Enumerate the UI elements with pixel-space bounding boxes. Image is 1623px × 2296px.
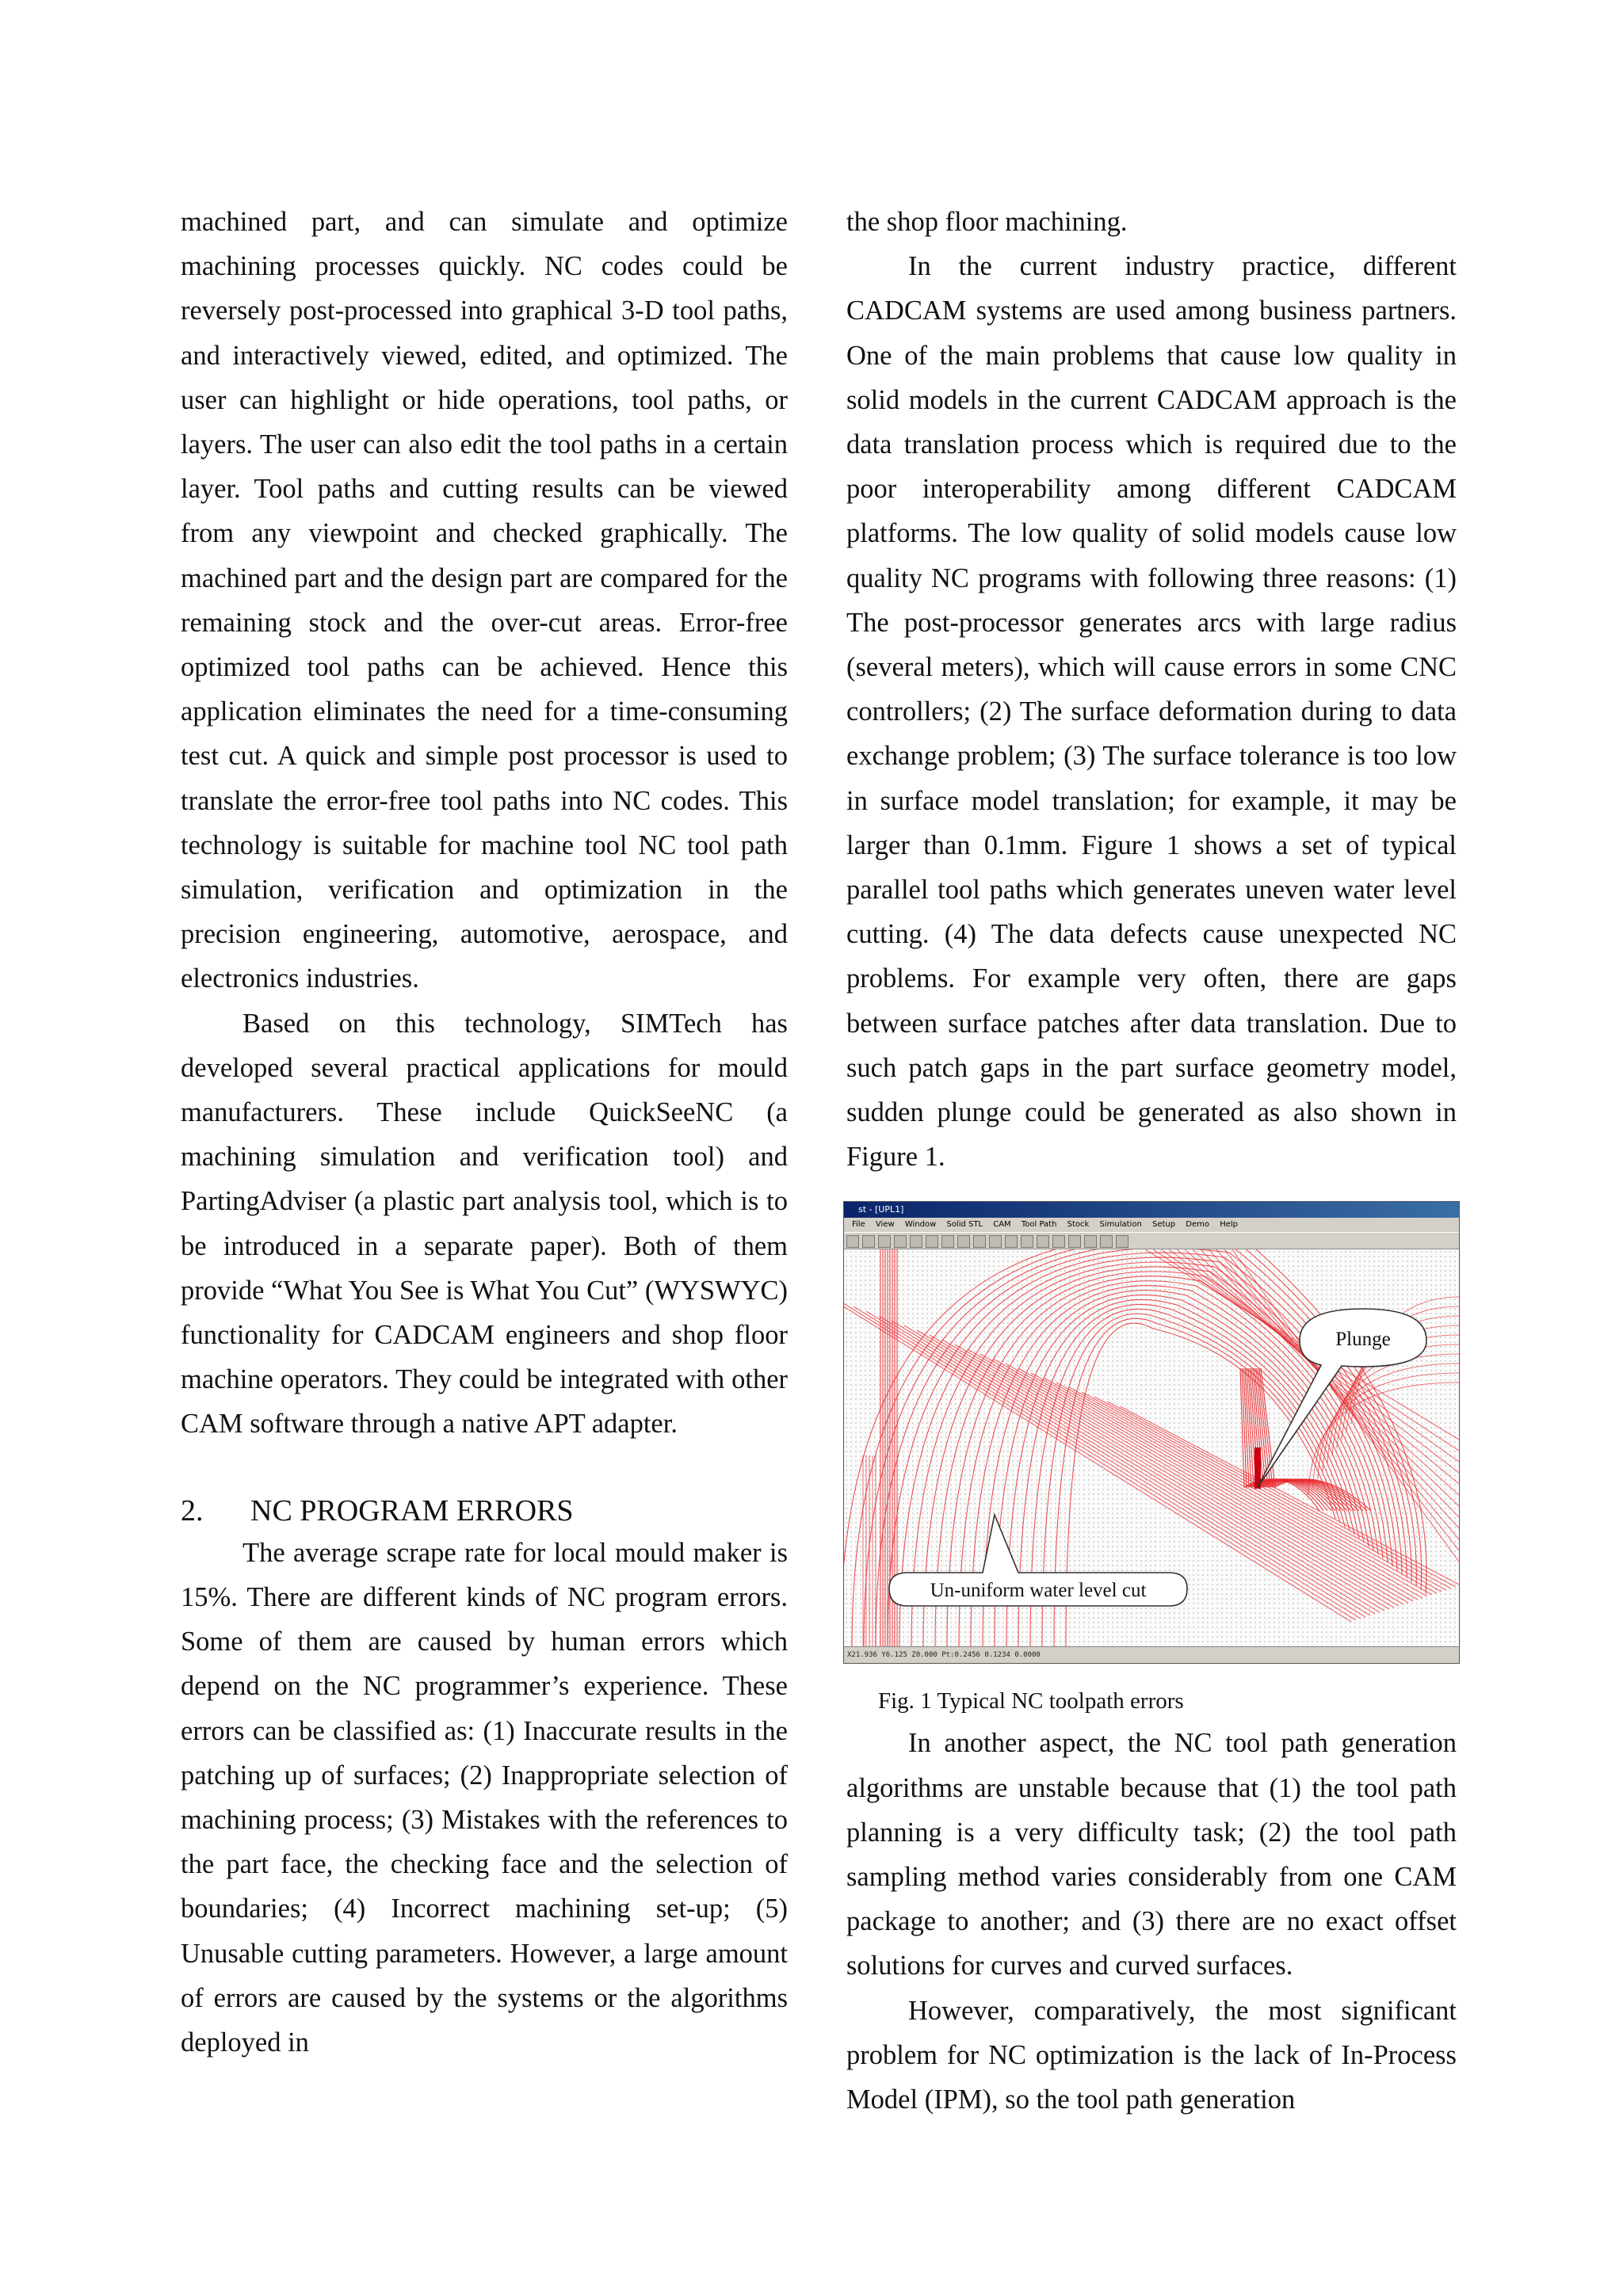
paragraph-simtech-applications: Based on this technology, SIMTech has developed several practical applications for mould manufacturers. These include QuickSeeNC (a machining simulation and verification tool) and PartingAdviser (a plastic part analysis tool, which is to be introduced in a separate paper). Both of them provide “What You See is What You Cut” (WYSWYC) functionality for CADCAM engineers and shop floor machine operators. They could be integrated with other CAM software through a native APT adapter.	[181, 1008, 788, 1440]
paragraph-continuation: the shop floor machining.	[846, 207, 1128, 237]
left-column	[181, 200, 788, 2065]
toolbar-button-icon	[989, 1235, 1002, 1248]
figure-window-titlebar	[844, 1202, 1459, 1218]
paragraph-tool-overview: machined part, and can simulate and optimize machining processes quickly. NC codes could be reversely post-processed into graphical 3-D tool paths, and interactively viewed, edited, and optimized. The user can highlight or hide operations, tool paths, or layers. The user can also edit the tool paths in a certain layer. Tool paths and cutting results can be viewed from any viewpoint and checked graphically. The machined part and the design part are compared for the remaining stock and the over-cut areas. Error-free optimized tool paths can be achieved. Hence this application eliminates the need for a time-consuming test cut. A quick and simple post processor is used to translate the error-free tool paths into NC codes. This technology is suitable for machine tool NC tool path simulation, verification and optimization in the precision engineering, automotive, aerospace, and electronics industries.	[181, 207, 788, 994]
toolbar-button-icon	[957, 1235, 970, 1248]
figure-menu-window: Window	[904, 1220, 937, 1230]
section-title: NC PROGRAM ERRORS	[250, 1493, 574, 1527]
figure-status-bar: X21.936 Y6.125 Z0.000 Pt:0.2456 0.1234 0.0000	[844, 1646, 1459, 1663]
toolbar-button-icon	[1068, 1235, 1081, 1248]
figure-menu-tool-path: Tool Path	[1021, 1220, 1057, 1230]
figure-menu-file: File	[852, 1220, 865, 1230]
figure-window-title: st - [UPL1]	[858, 1204, 904, 1215]
right-column	[846, 200, 1457, 2122]
water-level-callout	[889, 1515, 1187, 1606]
figure-toolbar	[844, 1232, 1459, 1249]
toolpath-line	[892, 1321, 1375, 1614]
paragraph-scrape-rate: The average scrape rate for local mould maker is 15%. There are different kinds of NC program errors. Some of them are caused by human errors which depend on the NC programmer’s experience. These errors can be classified as: (1) Inaccurate results in the patching up of surfaces; (2) Inappropriate selection of machining process; (3) Mistakes with the references to the part face, the checking face and the selection of boundaries; (4) Incorrect machining set-up; (5) Unusable cutting parameters. However, a large amount of errors are caused by the systems or the algorithms deployed in	[181, 1537, 788, 2058]
toolpath-line	[1031, 1373, 1427, 1596]
toolbar-button-icon	[941, 1235, 954, 1248]
toolpath-line	[854, 1306, 1361, 1619]
figure-menu-solid-stl: Solid STL	[946, 1220, 983, 1230]
toolbar-button-icon	[878, 1235, 891, 1248]
toolbar-button-icon	[1116, 1235, 1128, 1248]
paragraph-algorithms-unstable: In another aspect, the NC tool path generation algorithms are unstable because that (1) the tool path planning is a very difficulty task; (2) the tool path sampling method varies considerably from one CAM package to another; and (3) there are no exact offset solutions for curves and curved surfaces.	[846, 1728, 1457, 1981]
toolbar-button-icon	[862, 1235, 875, 1248]
figure-menu-setup: Setup	[1151, 1220, 1176, 1230]
toolbar-button-icon	[910, 1235, 922, 1248]
toolbar-button-icon	[1052, 1235, 1065, 1248]
figure-menu-cam: CAM	[993, 1220, 1011, 1230]
toolbar-button-icon	[1005, 1235, 1018, 1248]
figure-caption: Fig. 1 Typical NC toolpath errors	[878, 1688, 1184, 1714]
figure-menu-help: Help	[1220, 1220, 1238, 1230]
toolbar-button-icon	[894, 1235, 907, 1248]
section-number: 2.	[181, 1493, 204, 1527]
toolpath-canvas	[844, 1249, 1459, 1647]
paragraph-industry-practice: In the current industry practice, different CADCAM systems are used among business partners. One of the main problems that cause low quality in solid models in the current CADCAM approach is the data translation process which is required due to the poor interoperability among different CADCAM platforms. The low quality of solid models cause low quality NC programs with following three reasons: (1) The post-processor generates arcs with large radius (several meters), which will cause errors in some CNC controllers; (2) The surface deformation during to data exchange problem; (3) The surface tolerance is too low in surface model translation; for example, it may be larger than 0.1mm. Figure 1 shows a set of typical parallel tool paths which generates uneven water level cutting. (4) The data defects cause unexpected NC problems. For example very often, there are gaps between surface patches after data translation. Due to such patch gaps in the part surface geometry model, sudden plunge could be generated as also shown in Figure 1.	[846, 251, 1457, 1173]
toolpath-line	[968, 1349, 1403, 1604]
figure-1-screenshot	[843, 1201, 1460, 1664]
toolbar-button-icon	[1037, 1235, 1049, 1248]
toolbar-button-icon	[926, 1235, 938, 1248]
paragraph-in-process-model: However, comparatively, the most significant problem for NC optimization is the lack of In-Process Model (IPM), so the tool path generation	[846, 1995, 1457, 2115]
toolbar-button-icon	[1021, 1235, 1033, 1248]
toolbar-button-icon	[1084, 1235, 1097, 1248]
section-heading	[181, 1491, 788, 1531]
toolbar-button-icon	[846, 1235, 859, 1248]
callout-water-level-label: Un-uniform water level cut	[930, 1580, 1147, 1602]
toolpath-line	[980, 1354, 1408, 1603]
toolpath-line	[904, 1325, 1380, 1612]
figure-menu-bar	[844, 1218, 1459, 1232]
toolbar-button-icon	[973, 1235, 986, 1248]
toolpath-drawing	[844, 1249, 1459, 1647]
figure-menu-view: View	[875, 1220, 895, 1230]
figure-menu-demo: Demo	[1186, 1220, 1209, 1230]
toolbar-button-icon	[1100, 1235, 1113, 1248]
callout-plunge-label: Plunge	[1335, 1329, 1391, 1351]
figure-menu-simulation: Simulation	[1099, 1220, 1142, 1230]
figure-menu-stock: Stock	[1067, 1220, 1090, 1230]
